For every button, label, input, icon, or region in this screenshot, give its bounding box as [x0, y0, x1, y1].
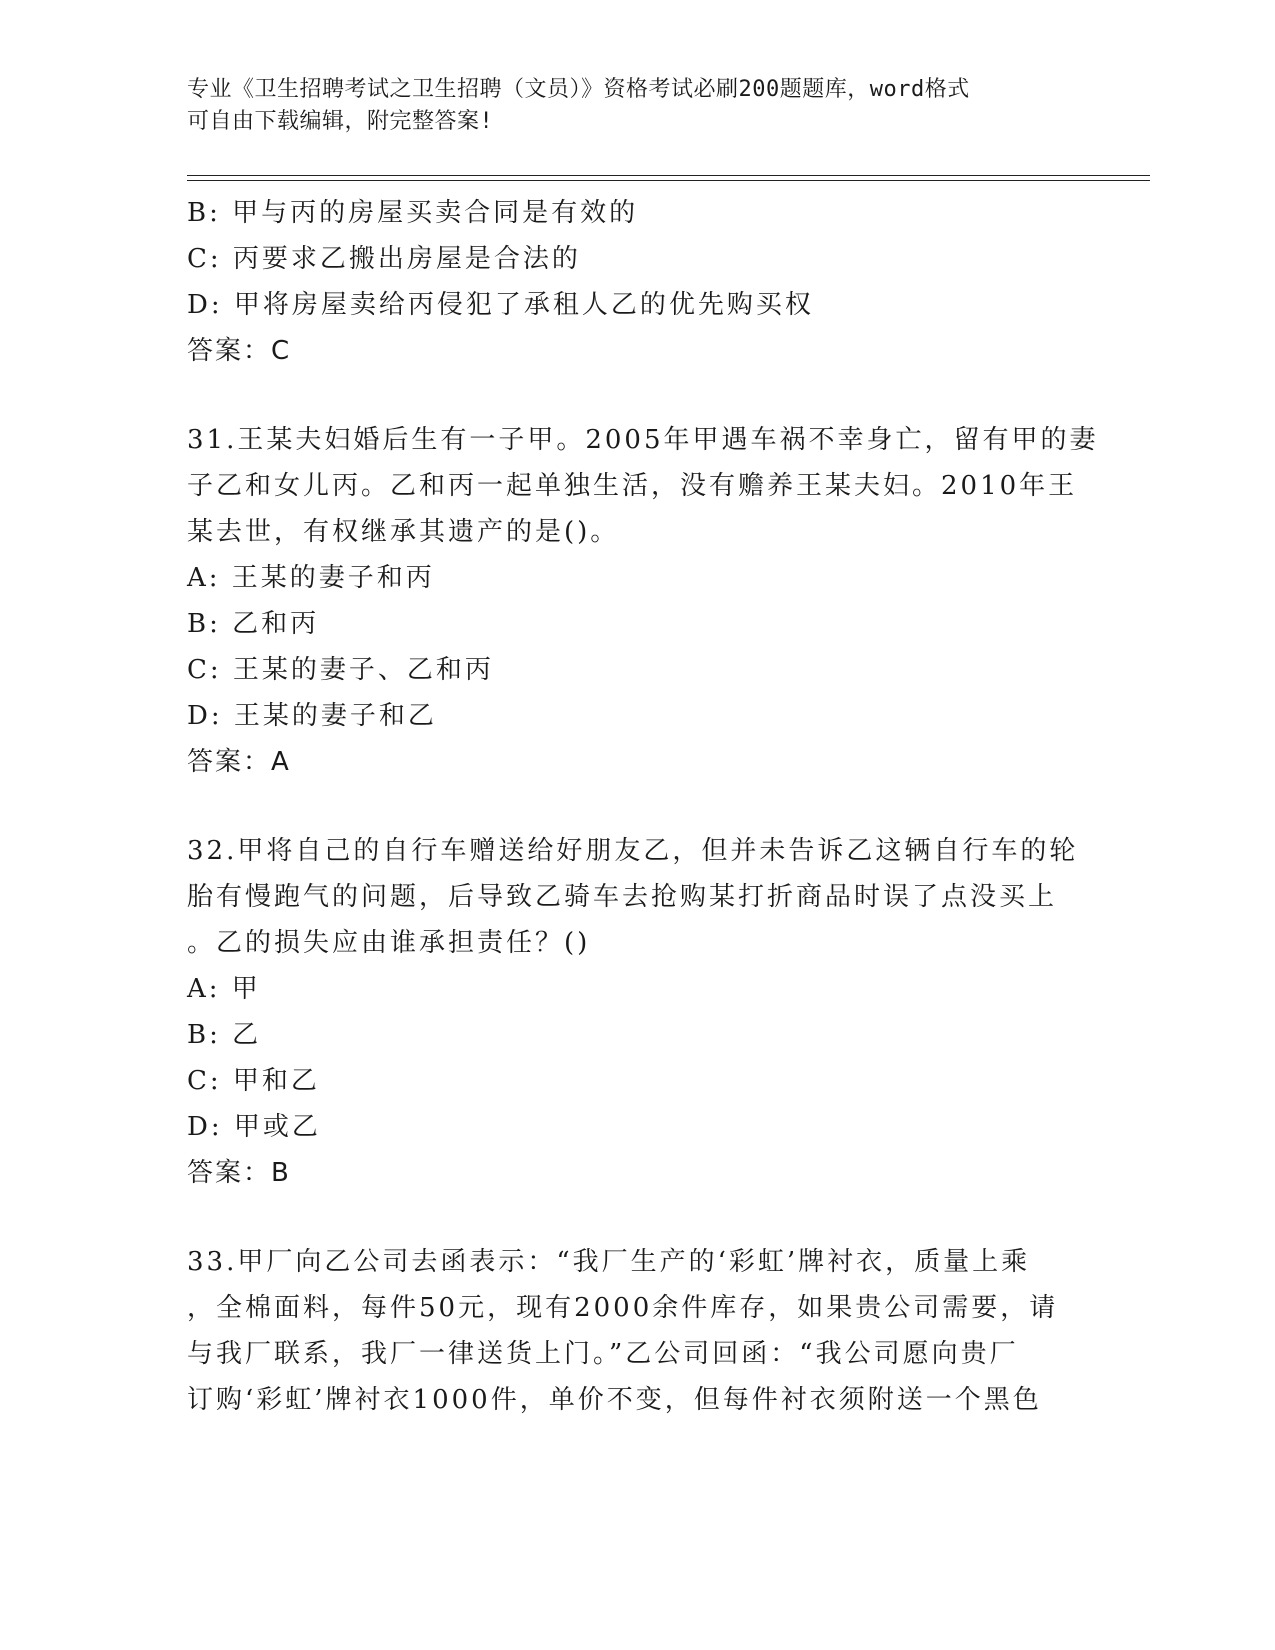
question-32 — [187, 828, 1087, 1196]
header-line-2: 可自由下载编辑，附完整答案! — [187, 109, 494, 134]
question-text-line: 子乙和女儿丙。乙和丙一起单独生活，没有赡养王某夫妇。2010年王 — [187, 471, 1078, 501]
question-text-line: 32.甲将自己的自行车赠送给好朋友乙，但并未告诉乙这辆自行车的轮 — [187, 836, 1079, 866]
option-a: A: 王某的妻子和丙 — [187, 563, 435, 593]
option-a: A: 甲 — [187, 974, 261, 1004]
question-text-line: 胎有慢跑气的问题，后导致乙骑车去抢购某打折商品时误了点没买上 — [187, 882, 1058, 912]
option-b: B: 乙和丙 — [187, 609, 320, 639]
document-header — [187, 74, 1067, 138]
header-rule-bottom — [187, 180, 1150, 181]
document-body — [187, 190, 1099, 1423]
option-d: D: 甲将房屋卖给丙侵犯了承租人乙的优先购买权 — [187, 290, 814, 320]
question-text-line: 33.甲厂向乙公司去函表示：“我厂生产的‘彩虹’牌衬衣，质量上乘 — [187, 1247, 1031, 1277]
question-text-line: 订购‘彩虹’牌衬衣1000件，单价不变，但每件衬衣须附送一个黑色 — [187, 1385, 1042, 1415]
answer-line: 答案：A — [187, 747, 291, 777]
header-line-1: 专业《卫生招聘考试之卫生招聘（文员）》资格考试必刷200题题库，word格式 — [187, 77, 970, 102]
question-30-tail — [187, 190, 1087, 374]
question-text-line: 某去世，有权继承其遗产的是()。 — [187, 517, 620, 547]
header-rule-top — [187, 175, 1150, 176]
answer-line: 答案：C — [187, 336, 292, 366]
answer-line: 答案：B — [187, 1158, 291, 1188]
question-text-line: 与我厂联系，我厂一律送货上门。”乙公司回函：“我公司愿向贵厂 — [187, 1339, 1019, 1369]
option-b: B: 甲与丙的房屋买卖合同是有效的 — [187, 198, 639, 228]
option-d: D: 甲或乙 — [187, 1112, 321, 1142]
question-text-line: ，全棉面料，每件50元，现有2000余件库存，如果贵公司需要，请 — [187, 1293, 1059, 1323]
question-31 — [187, 417, 1099, 785]
question-text-line: 。乙的损失应由谁承担责任？() — [187, 928, 591, 958]
option-c: C: 丙要求乙搬出房屋是合法的 — [187, 244, 581, 274]
option-b: B: 乙 — [187, 1020, 262, 1050]
option-c: C: 甲和乙 — [187, 1066, 320, 1096]
option-c: C: 王某的妻子、乙和丙 — [187, 655, 494, 685]
option-d: D: 王某的妻子和乙 — [187, 701, 437, 731]
question-33 — [187, 1239, 1087, 1423]
question-text-line: 31.王某夫妇婚后生有一子甲。2005年甲遇车祸不幸身亡，留有甲的妻 — [187, 425, 1099, 455]
